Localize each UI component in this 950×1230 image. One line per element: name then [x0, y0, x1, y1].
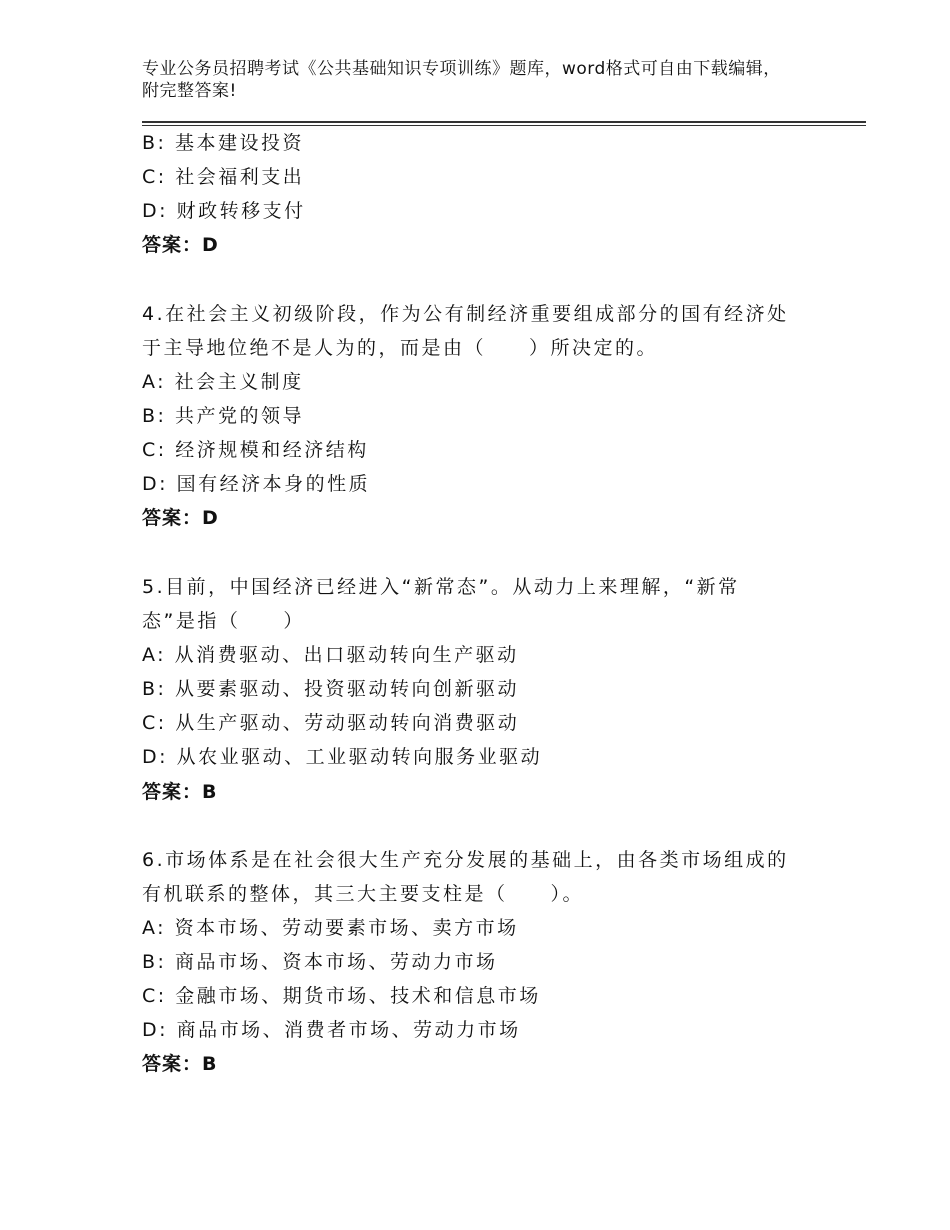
q3-answer: 答案：D: [142, 234, 219, 256]
q3-option-d: D: 财政转移支付: [142, 200, 306, 222]
page-header: 专业公务员招聘考试《公共基础知识专项训练》题库，word格式可自由下载编辑，附完整答案!: [142, 59, 781, 101]
q3-option-b: B: 基本建设投资: [142, 132, 304, 154]
q4-answer: 答案：D: [142, 507, 219, 529]
q4-option-c: C: 经济规模和经济结构: [142, 439, 369, 461]
q4-option-b: B: 共产党的领导: [142, 405, 304, 427]
q5-stem-line-1: 5.目前，中国经济已经进入“新常态”。从动力上来理解，“新常: [142, 576, 740, 598]
q5-option-a: A: 从消费驱动、出口驱动转向生产驱动: [142, 644, 519, 666]
q5-option-b: B: 从要素驱动、投资驱动转向创新驱动: [142, 678, 519, 700]
q6-option-c: C: 金融市场、期货市场、技术和信息市场: [142, 985, 541, 1007]
q4-stem-line-2: 于主导地位绝不是人为的，而是由（ ）所决定的。: [142, 337, 659, 359]
q4-option-a: A: 社会主义制度: [142, 371, 304, 393]
q6-answer: 答案：B: [142, 1053, 218, 1075]
q6-option-a: A: 资本市场、劳动要素市场、卖方市场: [142, 917, 519, 939]
q3-option-c: C: 社会福利支出: [142, 166, 305, 188]
header-divider-thick: [142, 121, 866, 123]
q5-stem-line-2: 态”是指（ ）: [142, 610, 305, 632]
q6-option-b: B: 商品市场、资本市场、劳动力市场: [142, 951, 498, 973]
q4-option-d: D: 国有经济本身的性质: [142, 473, 371, 495]
q6-stem-line-2: 有机联系的整体，其三大主要支柱是（ ）。: [142, 883, 585, 905]
q6-stem-line-1: 6.市场体系是在社会很大生产充分发展的基础上，由各类市场组成的: [142, 849, 789, 871]
header-divider-thin: [142, 125, 866, 126]
q5-option-d: D: 从农业驱动、工业驱动转向服务业驱动: [142, 746, 543, 768]
q6-option-d: D: 商品市场、消费者市场、劳动力市场: [142, 1019, 521, 1041]
q4-stem-line-1: 4.在社会主义初级阶段，作为公有制经济重要组成部分的国有经济处: [142, 303, 789, 325]
q5-option-c: C: 从生产驱动、劳动驱动转向消费驱动: [142, 712, 520, 734]
q5-answer: 答案：B: [142, 781, 218, 803]
